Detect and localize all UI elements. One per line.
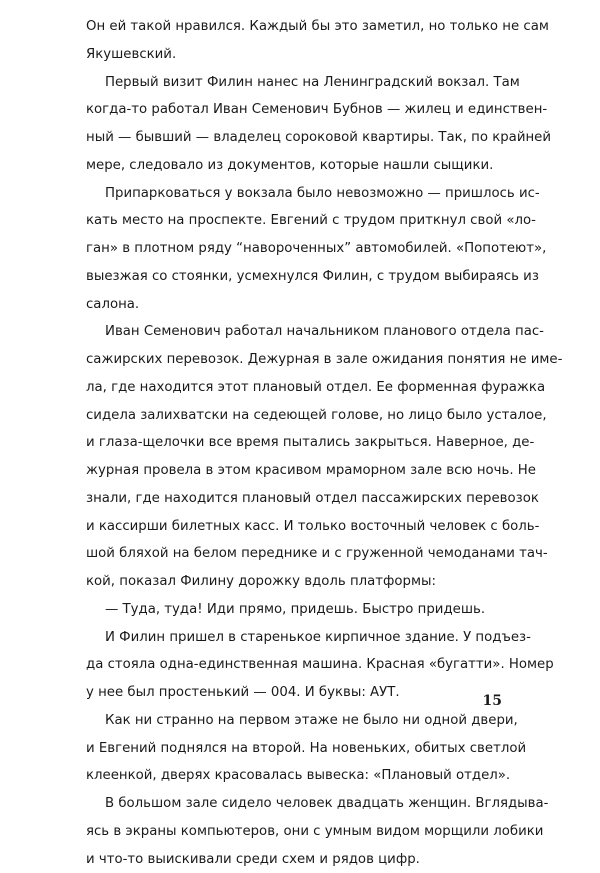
text-line: Как ни странно на первом этаже не было ни одной двери, [86, 707, 500, 735]
text-line: знали, где находится плановый отдел пассажирских перевозок [86, 485, 500, 513]
text-line: сажирских перевозок. Дежурная в зале ожидания понятия не име- [86, 346, 500, 374]
text-line: ла, где находится этот плановый отдел. Ее форменная фуражка [86, 374, 500, 402]
text-line: сидела залихватски на седеющей голове, но лицо было усталое, [86, 402, 500, 430]
text-line: и Евгений поднялся на второй. На новеньких, обитых светлой [86, 735, 500, 763]
text-line: шой бляхой на белом переднике и с груженной чемоданами тач- [86, 540, 500, 568]
text-line: салона. [86, 291, 500, 319]
text-line: ясь в экраны компьютеров, они с умным видом морщили лобики [86, 818, 500, 846]
text-line: ный — бывший — владелец сороковой квартиры. Так, по крайней [86, 124, 500, 152]
body-text [86, 13, 500, 873]
text-line: В большом зале сидело человек двадцать женщин. Вглядыва- [86, 790, 500, 818]
text-line: у нее был простенький — 004. И буквы: АУТ. [86, 679, 500, 707]
text-line: клеенкой, дверях красовалась вывеска: «Плановый отдел». [86, 762, 500, 790]
text-line: — Туда, туда! Иди прямо, придешь. Быстро придешь. [86, 596, 500, 624]
text-line: и кассирши билетных касс. И только восточный человек с боль- [86, 513, 500, 541]
text-line: кой, показал Филину дорожку вдоль платформы: [86, 568, 500, 596]
page-number: 15 [483, 693, 502, 709]
text-line: мере, следовало из документов, которые нашли сыщики. [86, 152, 500, 180]
text-line: и что-то выискивали среди схем и рядов цифр. [86, 846, 500, 873]
text-line: Первый визит Филин нанес на Ленинградский вокзал. Там [86, 69, 500, 97]
text-line: выезжая со стоянки, усмехнулся Филин, с трудом выбираясь из [86, 263, 500, 291]
text-line: и глаза-щелочки все время пытались закрыться. Наверное, де- [86, 429, 500, 457]
text-line: когда-то работал Иван Семенович Бубнов — жилец и единствен- [86, 96, 500, 124]
text-line: Якушевский. [86, 41, 500, 69]
text-line: И Филин пришел в старенькое кирпичное здание. У подъез- [86, 624, 500, 652]
text-line: журная провела в этом красивом мраморном зале всю ночь. Не [86, 457, 500, 485]
text-line: Он ей такой нравился. Каждый бы это заметил, но только не сам [86, 13, 500, 41]
text-line: Припарковаться у вокзала было невозможно — пришлось ис- [86, 180, 500, 208]
text-line: да стояла одна-единственная машина. Красная «бугатти». Номер [86, 651, 500, 679]
text-line: кать место на проспекте. Евгений с трудом приткнул свой «ло- [86, 207, 500, 235]
text-line: ган» в плотном ряду “навороченных” автомобилей. «Попотеют», [86, 235, 500, 263]
text-line: Иван Семенович работал начальником планового отдела пас- [86, 318, 500, 346]
